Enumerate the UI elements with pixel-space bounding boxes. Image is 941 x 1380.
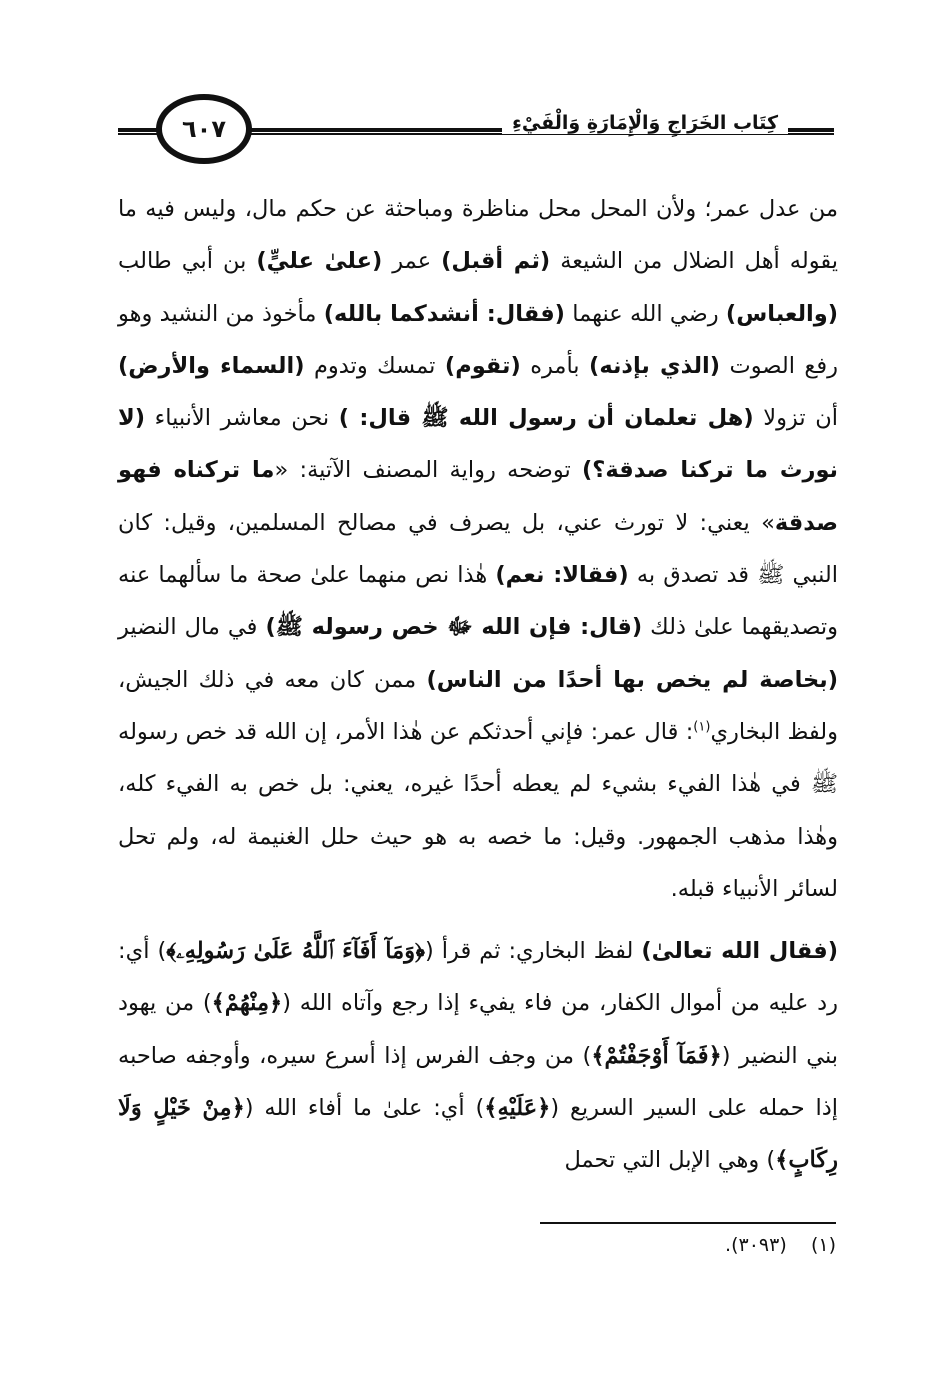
text-run: ) أي: رد عليه من أموال الكفار، من فاء يفيء إذا رجع وآتاه الله ( [118, 938, 838, 1017]
text-run: مأخوذ من النشيد وهو رفع الصوت [118, 300, 839, 379]
quran-quote: ﴿مِنْ خَيْلٍ وَلَا رِكَابٍ﴾ [118, 1095, 838, 1174]
book-title: كِتَاب الخَرَاجِ وَالْإِمَارَةِ وَالْفَيْءِ [502, 112, 788, 134]
text-run: نحن معاشر الأنبياء [145, 405, 339, 432]
text-run: بأمره [520, 352, 590, 379]
bold-phrase: (والعباس) [725, 300, 839, 327]
bold-phrase: (قال: فإن الله ﷻ خص رسوله ﷺ) [265, 614, 643, 641]
text-run: رضي الله عنهما [564, 300, 726, 327]
bold-phrase: (ثم أقبل) [441, 248, 551, 275]
text-run: في مال النضير [118, 614, 266, 641]
paragraph-2 [118, 925, 838, 1186]
text-run: : قال عمر: فإني أحدثكم عن هٰذا الأمر، إن الله قد خص رسوله ﷺ في هٰذا الفيء بشيء لم يعطه أحدًا غيره، يعني: بل خص به الفيء كله، وهٰذا مذهب الجمهور. وقيل: ما خصه به هو حيث حلل الغنيمة له، ولم تحل لسائر الأنبياء قبله. [118, 718, 838, 902]
text-run: ) وهي الإبل التي تحمل [564, 1147, 776, 1174]
text-run: هٰذا نص منهما علىٰ صحة ما سألهما عنه وتصديقهما علىٰ ذلك [118, 562, 839, 641]
text-run: توضحه رواية المصنف الآتية: « [274, 457, 582, 484]
main-text [118, 183, 838, 1187]
text-run: عمر [382, 248, 442, 275]
bold-phrase: (لا نورث ما تركنا صدقة؟) [118, 405, 838, 484]
bold-phrase: (تقوم) [444, 352, 521, 379]
quran-quote: ﴿وَمَآ أَفَآءَ ٱللَّهُ عَلَىٰ رَسُولِهِۦ﴾ [166, 938, 426, 965]
page-number-oval [156, 94, 252, 164]
footnote [500, 1234, 836, 1256]
footnote-number: (١) [810, 1234, 836, 1256]
bold-phrase: (السماء والأرض) [118, 352, 305, 379]
running-header [118, 92, 834, 168]
text-run: » يعني: لا تورث عني، بل يصرف في مصالح المسلمين، وقيل: كان النبي ﷺ قد تصدق به [118, 509, 838, 589]
bold-phrase: (هل تعلمان أن رسول الله ﷺ قال: ) [338, 405, 754, 432]
text-run: بن أبي طالب [118, 248, 257, 275]
text-run: أن تزولا [753, 405, 838, 432]
bold-phrase: (بخاصة لم يخص بها أحدًا من الناس) [426, 666, 838, 693]
paragraph-1 [118, 183, 838, 915]
text-run: ) أي: علىٰ ما أفاء الله ( [244, 1095, 485, 1122]
bold-phrase: ما تركناه فهو صدقة [118, 457, 838, 536]
text-run: تمسك وتدوم [304, 352, 445, 379]
bold-phrase: (علىٰ عليٍّ) [256, 248, 383, 275]
quran-quote: ﴿فَمَآ أَوْجَفْتُمْ﴾ [591, 1042, 722, 1069]
text-run: من عدل عمر؛ ولأن المحل محل مناظرة ومباحثة عن حكم مال، وليس فيه ما يقوله أهل الضلال من الشيعة [118, 196, 838, 275]
bold-phrase: (الذي بإذنه) [589, 352, 721, 379]
page-number: ٦٠٧ [182, 115, 226, 143]
text-run: ) من يهود بني النضير ( [118, 990, 839, 1069]
text-run: لفظ البخاري: ثم قرأ ( [425, 938, 642, 965]
text-run: ممن كان معه في ذلك الجيش، ولفظ البخاري [118, 666, 838, 745]
bold-phrase: (فقال: أنشدكما بالله) [323, 300, 565, 327]
quran-quote: ﴿مِنْهُمْ﴾ [211, 990, 283, 1017]
footnote-separator [540, 1222, 836, 1224]
text-run: ) من وجف الفرس إذا أسرع سيره، وأوجفه صاحبه إذا حمله على السير السريع ( [118, 1042, 838, 1122]
bold-phrase: (فقالا: نعم) [495, 562, 629, 589]
footnote-ref: (١) [693, 719, 711, 735]
bold-phrase: (فقال الله تعالىٰ) [641, 938, 838, 965]
quran-quote: ﴿عَلَيْهِ﴾ [484, 1095, 551, 1122]
footnote-text: (٣٠٩٣). [725, 1234, 787, 1256]
